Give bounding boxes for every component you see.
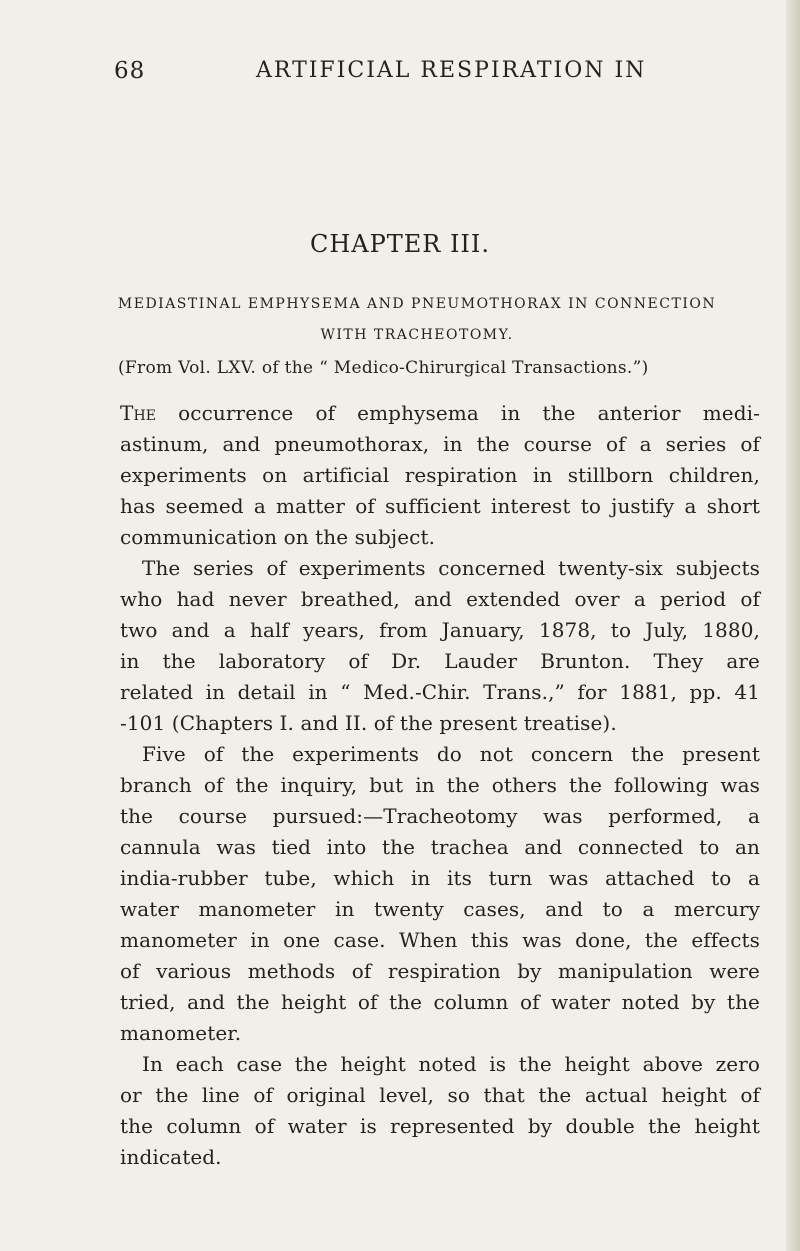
text-line: india-rubber tube, which in its turn was attached to a xyxy=(120,866,760,890)
text-line: communication on the subject. xyxy=(120,525,436,549)
text-line: experiments on artificial respiration in stillborn children, xyxy=(120,463,760,487)
text-line: has seemed a matter of sufficient interest to justify a short xyxy=(120,494,760,518)
chapter-heading: CHAPTER III. xyxy=(309,230,491,258)
text-line: two and a half years, from January, 1878, to July, 1880, xyxy=(120,618,760,642)
line-text: occurrence of emphysema in the anterior medi- xyxy=(156,401,760,425)
text-line: In each case the height noted is the height above zero xyxy=(142,1052,760,1076)
text-line: -101 (Chapters I. and II. of the present treatise). xyxy=(120,711,617,735)
text-line: who had never breathed, and extended over a period of xyxy=(120,587,760,611)
text-line: water manometer in twenty cases, and to a mercury xyxy=(120,897,760,921)
text-line: astinum, and pneumothorax, in the course of a series of xyxy=(120,432,760,456)
subtitle-line: MEDIASTINAL EMPHYSEMA AND PNEUMOTHORAX IN CONNECTION xyxy=(117,296,717,312)
running-head xyxy=(114,58,674,88)
text-line: the column of water is represented by double the height xyxy=(120,1114,760,1138)
text-line: or the line of original level, so that the actual height of xyxy=(120,1083,760,1107)
text-line: manometer in one case. When this was done, the effects xyxy=(120,928,760,952)
running-title: ARTIFICIAL RESPIRATION IN xyxy=(256,58,647,83)
text-line: in the laboratory of Dr. Lauder Brunton. They are xyxy=(120,649,760,673)
page-edge xyxy=(786,0,800,1251)
text-line: of various methods of respiration by manipulation were xyxy=(120,959,760,983)
chapter-subtitle xyxy=(96,289,738,351)
subtitle-line: WITH TRACHEOTOMY. xyxy=(320,327,514,343)
text-line: Five of the experiments do not concern the present xyxy=(142,742,760,766)
text-line: manometer. xyxy=(120,1021,242,1045)
page-number: 68 xyxy=(114,58,146,84)
text-line: The series of experiments concerned twenty-six subjects xyxy=(142,556,760,580)
text-line xyxy=(120,398,760,429)
text-line: tried, and the height of the column of water noted by the xyxy=(120,990,760,1014)
text-line: related in detail in “ Med.-Chir. Trans.,” for 1881, pp. 41 xyxy=(120,680,760,704)
text-line: branch of the inquiry, but in the others the following was xyxy=(120,773,760,797)
source-note: (From Vol. LXV. of the “ Medico-Chirurgical Transactions.”) xyxy=(118,358,649,378)
text-line: the course pursued:—Tracheotomy was performed, a xyxy=(120,804,760,828)
text-line: cannula was tied into the trachea and connected to an xyxy=(120,835,760,859)
lead-word: The xyxy=(120,401,157,425)
text-line: indicated. xyxy=(120,1145,222,1169)
body-text xyxy=(120,398,760,1173)
